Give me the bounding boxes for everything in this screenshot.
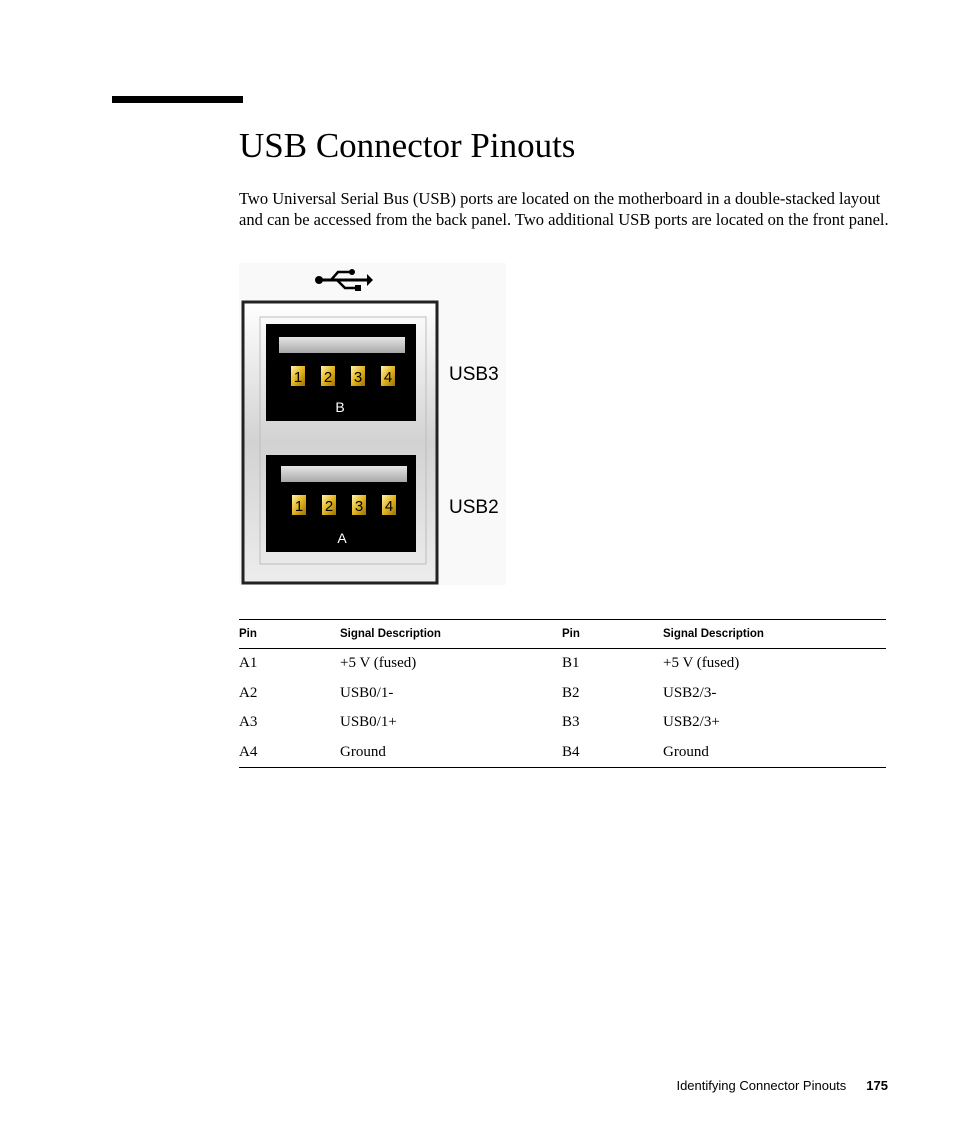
- cell-signal: +5 V (fused): [663, 655, 740, 672]
- table-row: [239, 649, 886, 679]
- cell-pin: A2: [239, 684, 258, 701]
- table-row: [239, 708, 886, 738]
- cell-pin: B1: [562, 655, 580, 672]
- cell-pin: A4: [239, 738, 340, 768]
- port-a-letter: A: [337, 530, 347, 546]
- pin-number: 4: [384, 498, 394, 515]
- cell-pin: A1: [239, 655, 258, 672]
- table-header-row: [239, 620, 886, 649]
- pin-number: 3: [354, 498, 364, 515]
- cell-pin: A3: [239, 714, 258, 731]
- header-pin-b: Pin: [562, 620, 663, 649]
- usb-port-a: [266, 455, 416, 552]
- port-a-label: USB2: [449, 497, 499, 518]
- page-footer: [676, 1078, 888, 1093]
- chapter-rule: [112, 96, 243, 103]
- footer-section-title: Identifying Connector Pinouts: [676, 1078, 847, 1093]
- pin-number: 1: [293, 369, 303, 386]
- cell-pin: B3: [562, 714, 580, 731]
- port-b-letter: B: [335, 399, 345, 415]
- pin-number: 4: [383, 369, 393, 386]
- table-row: [239, 738, 886, 768]
- cell-signal: +5 V (fused): [340, 655, 417, 672]
- header-pin-a: Pin: [239, 620, 340, 649]
- pin-number: 3: [353, 369, 363, 386]
- port-b-label: USB3: [449, 364, 499, 385]
- intro-paragraph: Two Universal Serial Bus (USB) ports are located on the motherboard in a double-stacked layout and can be accessed from the back panel. Two additional USB ports are located on the front panel.: [239, 189, 889, 229]
- pin-number: 1: [294, 498, 304, 515]
- usb-connector-figure: [239, 263, 509, 585]
- cell-signal: Ground: [340, 738, 562, 768]
- page-title: USB Connector Pinouts: [239, 126, 576, 165]
- header-signal-b: Signal Description: [663, 620, 886, 649]
- pin-number: 2: [324, 498, 334, 515]
- cell-signal: USB0/1-: [340, 684, 394, 701]
- usb-port-b: [266, 324, 416, 421]
- header-signal-a: Signal Description: [340, 620, 562, 649]
- pin-number: 2: [323, 369, 333, 386]
- pinout-table: [239, 619, 886, 768]
- cell-signal: USB2/3+: [663, 714, 720, 731]
- page-number: 175: [866, 1078, 888, 1093]
- cell-pin: B2: [562, 684, 580, 701]
- cell-pin: B4: [562, 738, 663, 768]
- cell-signal: USB2/3-: [663, 684, 717, 701]
- cell-signal: USB0/1+: [340, 714, 397, 731]
- cell-signal: Ground: [663, 738, 886, 768]
- table-row: [239, 679, 886, 709]
